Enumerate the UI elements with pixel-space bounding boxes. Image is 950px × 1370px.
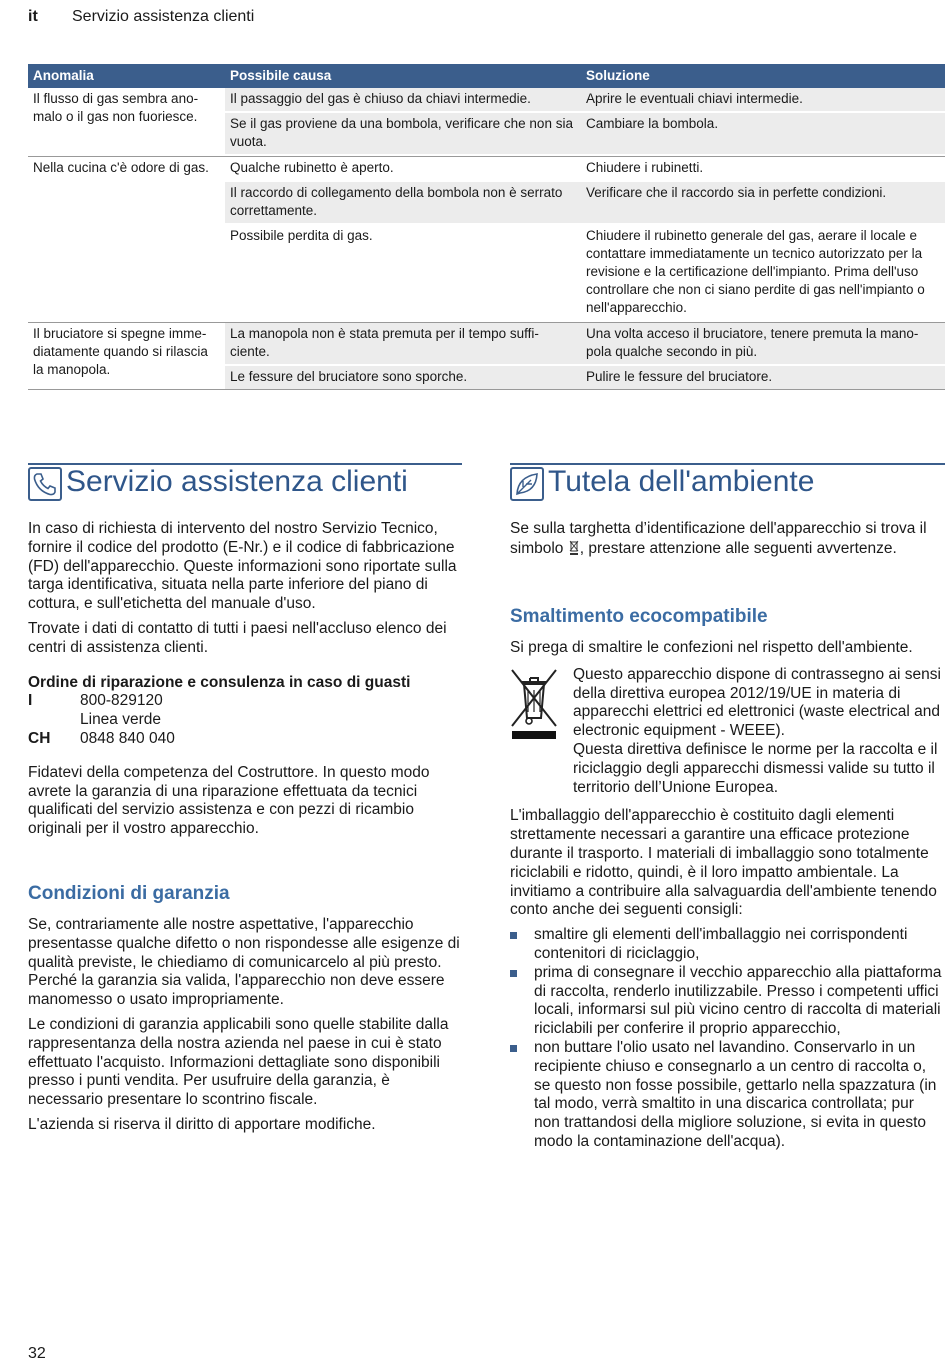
warranty-paragraph: Se, contrariamente alle nostre aspettative, l'apparecchio presentasse qualche difetto o non rispondesse alle esigenze di qualità previste, le chiediamo di comunicarcelo al più presto. Perché la garanzia sia valida, l'apparecchio non deve essere manomesso o usato impropriamente. bbox=[28, 916, 460, 1009]
table-cell: Le fessure del bruciatore sono sporche. bbox=[225, 366, 581, 390]
table-cell: Pulire le fessure del bruciatore. bbox=[581, 366, 945, 390]
weee-text: Questo apparecchio dispone di contrassegno ai sensi della direttiva europea 2012/19/UE in materia di apparecchi elettrici ed elettronici (waste electrical and electronic equipment - WEEE). bbox=[573, 665, 941, 740]
table-cell: Una volta acceso il bruciatore, tenere premuta la mano-pola qualche secondo in più. bbox=[581, 322, 945, 366]
phone-icon bbox=[28, 467, 62, 501]
disposal-column bbox=[510, 639, 942, 1152]
table-cell: Il passaggio del gas è chiuso da chiavi intermedie. bbox=[225, 88, 581, 113]
weee-text: Questa direttiva definisce le norme per la raccolta e il riciclaggio degli apparecchi dismessi valide su tutto il territorio dell’Unione Europea. bbox=[573, 740, 938, 796]
language-code: it bbox=[28, 8, 38, 25]
table-cell: Se il gas proviene da una bombola, verificare che non sia vuota. bbox=[225, 113, 581, 156]
warranty-paragraph: L'azienda si riserva il diritto di apportare modifiche. bbox=[28, 1115, 376, 1133]
service-paragraph: In caso di richiesta di intervento del nostro Servizio Tecnico, fornire il codice del prodotto (E-Nr.) e il codice di fabbricazione (FD) dell'apparecchio. Queste informazioni sono riportate sulla targa identificativa, situata nella parte inferiore del piano di cottura, e sull'etichetta del manuale d'uso. bbox=[28, 520, 457, 613]
table-row bbox=[28, 322, 945, 366]
environment-title: Tutela dell'ambiente bbox=[548, 465, 815, 498]
table-cell: Qualche rubinetto è aperto. bbox=[225, 156, 581, 182]
contact-note: Linea verde bbox=[80, 711, 162, 729]
environment-intro bbox=[510, 520, 942, 565]
list-item: prima di consegnare il vecchio apparecchio alla piattaforma di raccolta, renderlo inutilizzabile. Presso i competenti uffici locali, informarsi sul più vicino centro di raccolta di materiali riciclabili per conferire il proprio apparecchio, bbox=[510, 964, 942, 1039]
repair-order-title: Ordine di riparazione e consulenza in caso di guasti bbox=[28, 673, 411, 691]
warranty-heading: Condizioni di garanzia bbox=[28, 883, 230, 904]
contact-country: I bbox=[28, 692, 33, 710]
table-cell: Il raccordo di collegamento della bombola non è serrato correttamente. bbox=[225, 182, 581, 225]
disposal-paragraph: Si prega di smaltire le confezioni nel rispetto dell'ambiente. bbox=[510, 639, 913, 656]
warranty-column bbox=[28, 916, 462, 1141]
column-header-causa: Possibile causa bbox=[225, 64, 581, 88]
table-cell: Chiudere il rubinetto generale del gas, aerare il locale e contattare immediatamente un tecnico autorizzato per la revisione e la certificazione dell'impianto. Prima dell'uso controllare che non ci siano perdite di gas nell'impianto o nell'apparecchio. bbox=[581, 225, 945, 322]
warranty-paragraph: Le condizioni di garanzia applicabili sono quelle stabilite dalla rappresentanza della nostra azienda nel paese in cui è stato effettuato l'acquisto. Informazioni dettagliate sono disponibili presso i punti vendita. Per usufruire della garanzia, è necessario presentare lo scontrino fiscale. bbox=[28, 1015, 449, 1109]
weee-bin-icon bbox=[510, 668, 558, 740]
service-column bbox=[28, 520, 462, 845]
contact-number: 0848 840 040 bbox=[80, 729, 175, 747]
contact-country: CH bbox=[28, 729, 51, 747]
table-cell: La manopola non è stata premuta per il tempo suffi-ciente. bbox=[225, 322, 581, 366]
contact-number: 800-829120 bbox=[80, 692, 163, 710]
advice-list bbox=[510, 926, 942, 1152]
environment-section-heading bbox=[510, 463, 945, 499]
page-header bbox=[28, 8, 254, 26]
service-paragraph: Fidatevi della competenza del Costruttore. In questo modo avrete la garanzia di una riparazione effettuata da tecnici qualificati del servizio assistenza e con pezzi di ricambio originali per il vostro apparecchio. bbox=[28, 763, 430, 838]
troubleshooting-table bbox=[28, 64, 945, 390]
packaging-paragraph: L'imballaggio dell'apparecchio è costituito dagli elementi strettamente necessari a garantire una efficace protezione durante il trasporto. I materiali di imballaggio sono totalmente riciclabili e ridotto, quindi, è il loro impatto ambientale. La invitiamo a contribuire alla salvaguardia dell'ambiente tenendo conto anche dei seguenti consigli: bbox=[510, 807, 937, 919]
intro-text: , prestare attenzione alle seguenti avvertenze. bbox=[579, 539, 897, 557]
table-cell: Il flusso di gas sembra ano-malo o il gas non fuoriesce. bbox=[33, 91, 199, 124]
environment-paragraph bbox=[510, 520, 942, 559]
table-row bbox=[28, 156, 945, 182]
weee-block bbox=[510, 666, 942, 798]
wheelie-bin-icon bbox=[568, 539, 580, 555]
list-item: non buttare l'olio usato nel lavandino. Conservarlo in un recipiente chiuso e consegnarlo a un centro di raccolta o, se questo non fosse possibile, gettarlo nella spazzatura (in tal modo, verrà smaltito in una discarica controllata; pur non trattandosi della migliore soluzione, si evita in questo modo la contaminazione dell'acqua). bbox=[510, 1039, 942, 1152]
table-cell: Aprire le eventuali chiavi intermedie. bbox=[581, 88, 945, 113]
list-item: smaltire gli elementi dell'imballaggio nei corrispondenti contenitori di riciclaggio, bbox=[510, 926, 942, 964]
page-number: 32 bbox=[28, 1345, 46, 1362]
contact-list bbox=[28, 692, 462, 748]
table-cell: Verificare che il raccordo sia in perfette condizioni. bbox=[581, 182, 945, 225]
service-section-heading bbox=[28, 463, 462, 499]
column-header-soluzione: Soluzione bbox=[581, 64, 945, 88]
leaf-icon bbox=[510, 467, 544, 501]
service-title: Servizio assistenza clienti bbox=[66, 465, 408, 498]
table-cell: Possibile perdita di gas. bbox=[225, 225, 581, 322]
column-header-anomalia: Anomalia bbox=[28, 64, 225, 88]
table-row bbox=[28, 88, 945, 113]
table-cell: Cambiare la bombola. bbox=[581, 113, 945, 156]
service-paragraph: Trovate i dati di contatto di tutti i paesi nell'accluso elenco dei centri di assistenza clienti. bbox=[28, 619, 447, 656]
table-cell: Chiudere i rubinetti. bbox=[581, 156, 945, 182]
disposal-heading: Smaltimento ecocompatibile bbox=[510, 606, 768, 627]
table-cell: Il bruciatore si spegne imme-diatamente quando si rilascia la manopola. bbox=[28, 322, 225, 390]
table-cell: Nella cucina c'è odore di gas. bbox=[28, 156, 225, 322]
intro-text: Se sulla targhetta d’identificazione dell'apparecchio si trova il simbolo bbox=[510, 520, 927, 557]
header-title: Servizio assistenza clienti bbox=[72, 8, 255, 25]
table-header-row bbox=[28, 64, 945, 88]
